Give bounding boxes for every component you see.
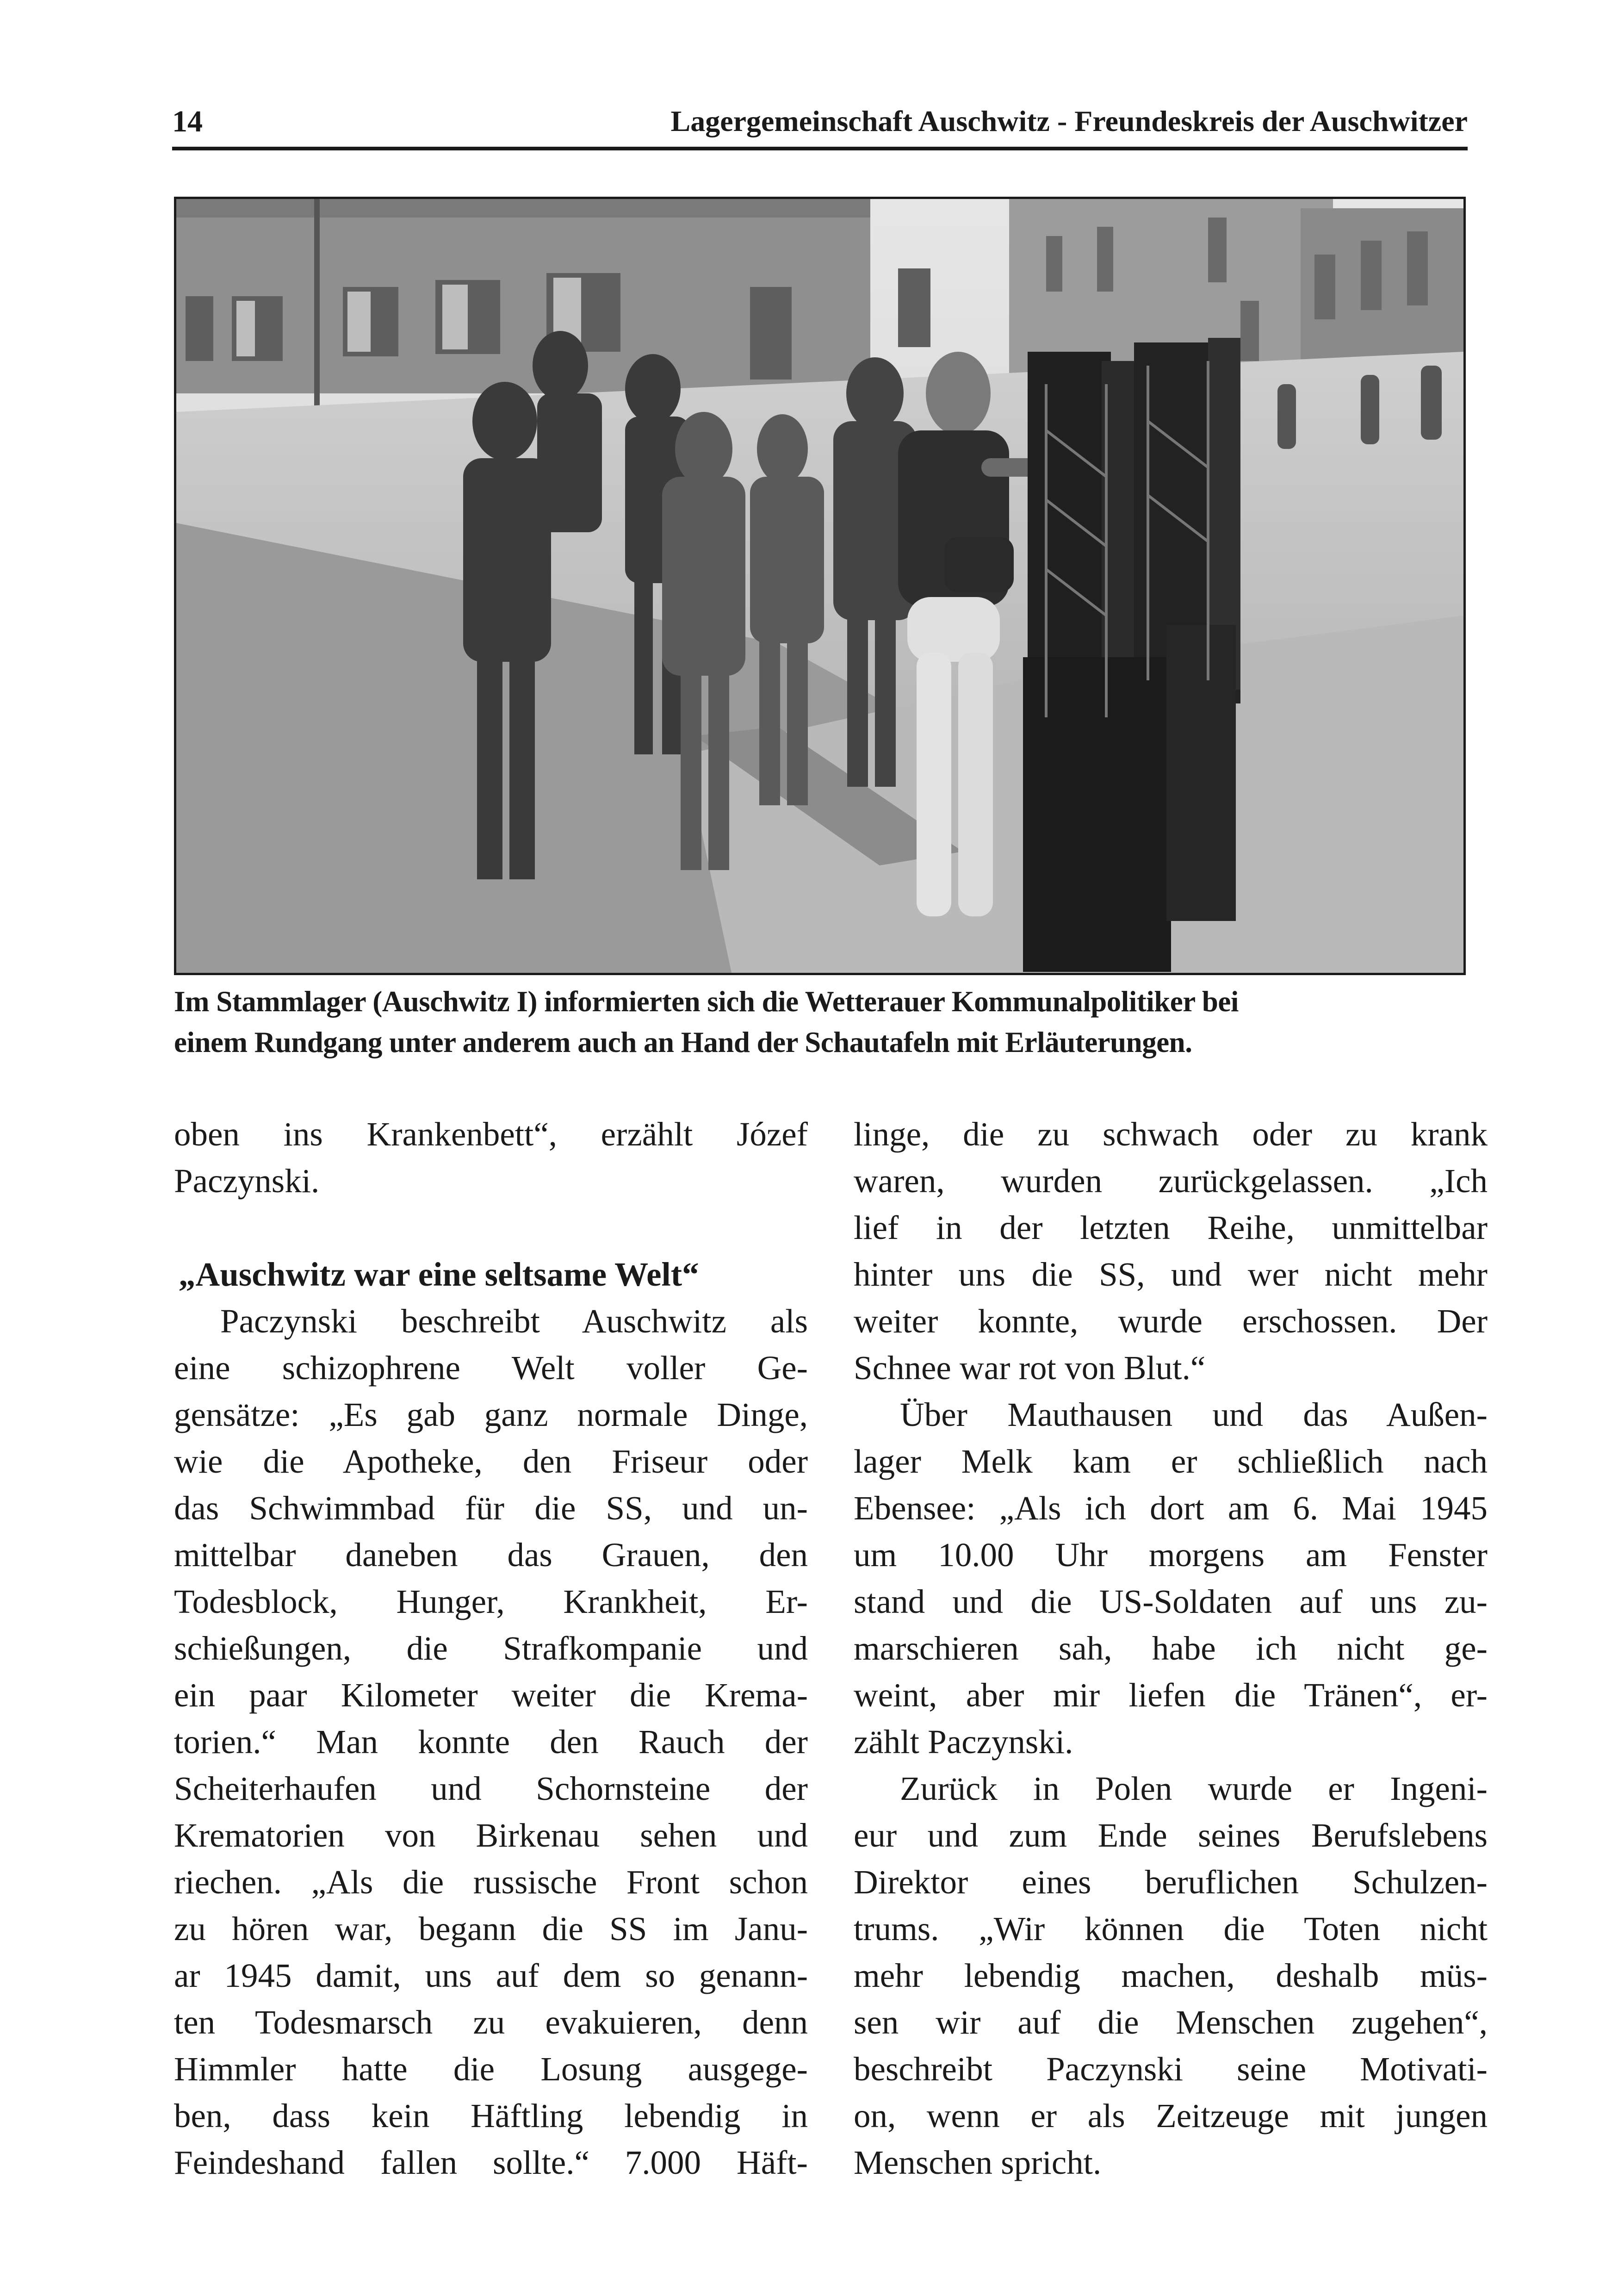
caption-line: Im Stammlager (Auschwitz I) informierten sich die Wetterauer Kommunalpolitiker bei — [174, 985, 1239, 1018]
text-line: weint, aber mir liefen die Tränen“, er- — [854, 1676, 1488, 1714]
header-rule — [172, 147, 1468, 150]
text-line: Schnee war rot von Blut.“ — [854, 1349, 1206, 1387]
text-line: beschreibt Paczynski seine Motivati- — [854, 2050, 1488, 2088]
text-line: wie die Apotheke, den Friseur oder — [174, 1443, 808, 1480]
text-line: ben, dass kein Häftling lebendig in — [174, 2097, 808, 2134]
text-line: Direktor eines beruflichen Schulzen- — [854, 1863, 1488, 1901]
text-line: lief in der letzten Reihe, unmittelbar — [854, 1209, 1488, 1246]
text-line: on, wenn er als Zeitzeuge mit jungen — [854, 2097, 1488, 2134]
text-line: linge, die zu schwach oder zu krank — [854, 1115, 1488, 1153]
caption-line: einem Rundgang unter anderem auch an Hand der Schautafeln mit Erläuterungen. — [174, 1026, 1192, 1058]
text-line: Scheiterhaufen und Schornsteine der — [174, 1770, 808, 1807]
text-line: Todesblock, Hunger, Krankheit, Er- — [174, 1583, 808, 1620]
text-line: Krematorien von Birkenau sehen und — [174, 1817, 808, 1854]
text-line: oben ins Krankenbett“, erzählt Józef — [174, 1115, 808, 1153]
text-line: torien.“ Man konnte den Rauch der — [174, 1723, 808, 1761]
text-line: zu hören war, begann die SS im Janu- — [174, 1910, 808, 1948]
text-line: waren, wurden zurückgelassen. „Ich — [854, 1162, 1488, 1200]
running-title: Lagergemeinschaft Auschwitz - Freundeskreis der Auschwitzer — [670, 105, 1468, 137]
text-line: gensätze: „Es gab ganz normale Dinge, — [174, 1396, 808, 1433]
text-line: trums. „Wir können die Toten nicht — [854, 1910, 1488, 1948]
text-line: Zurück in Polen wurde er Ingeni- — [900, 1770, 1488, 1807]
text-line: riechen. „Als die russische Front schon — [174, 1863, 808, 1901]
text-line: lager Melk kam er schließlich nach — [854, 1443, 1488, 1480]
text-line: stand und die US-Soldaten auf uns zu- — [854, 1583, 1488, 1620]
text-line: ar 1945 damit, uns auf dem so genann- — [174, 1957, 808, 1994]
text-line: Über Mauthausen und das Außen- — [900, 1396, 1488, 1433]
text-line: sen wir auf die Menschen zugehen“, — [854, 2004, 1488, 2041]
text-line: Paczynski. — [174, 1162, 320, 1200]
text-line: Paczynski beschreibt Auschwitz als — [220, 1302, 808, 1340]
photo-caption — [174, 981, 1466, 1063]
group-photo — [174, 197, 1466, 975]
spacer — [174, 1204, 808, 1251]
text-line: hinter uns die SS, und wer nicht mehr — [854, 1256, 1488, 1293]
text-line: Feindeshand fallen sollte.“ 7.000 Häft- — [174, 2144, 808, 2181]
photo-illustration — [176, 199, 1463, 973]
text-line: weiter konnte, wurde erschossen. Der — [854, 1302, 1488, 1340]
text-line: eine schizophrene Welt voller Ge- — [174, 1349, 808, 1387]
page-number: 14 — [172, 105, 203, 138]
text-line: Himmler hatte die Losung ausgege- — [174, 2050, 808, 2088]
text-line: ein paar Kilometer weiter die Krema- — [174, 1676, 808, 1714]
page-header — [172, 100, 1468, 150]
text-line: eur und zum Ende seines Berufslebens — [854, 1817, 1488, 1854]
text-line: Menschen spricht. — [854, 2144, 1102, 2181]
text-line: zählt Paczynski. — [854, 1723, 1073, 1761]
text-line: Ebensee: „Als ich dort am 6. Mai 1945 — [854, 1489, 1488, 1527]
text-line: marschieren sah, habe ich nicht ge- — [854, 1630, 1488, 1667]
text-line: schießungen, die Strafkompanie und — [174, 1630, 808, 1667]
left-column — [174, 1111, 808, 2186]
text-line: das Schwimmbad für die SS, und un- — [174, 1489, 808, 1527]
text-line: um 10.00 Uhr morgens am Fenster — [854, 1536, 1488, 1574]
text-line: mehr lebendig machen, deshalb müs- — [854, 1957, 1488, 1994]
text-line: mittelbar daneben das Grauen, den — [174, 1536, 808, 1574]
right-column — [854, 1111, 1488, 2186]
subheading: „Auschwitz war eine seltsame Welt“ — [179, 1256, 699, 1293]
text-line: ten Todesmarsch zu evakuieren, denn — [174, 2004, 808, 2041]
